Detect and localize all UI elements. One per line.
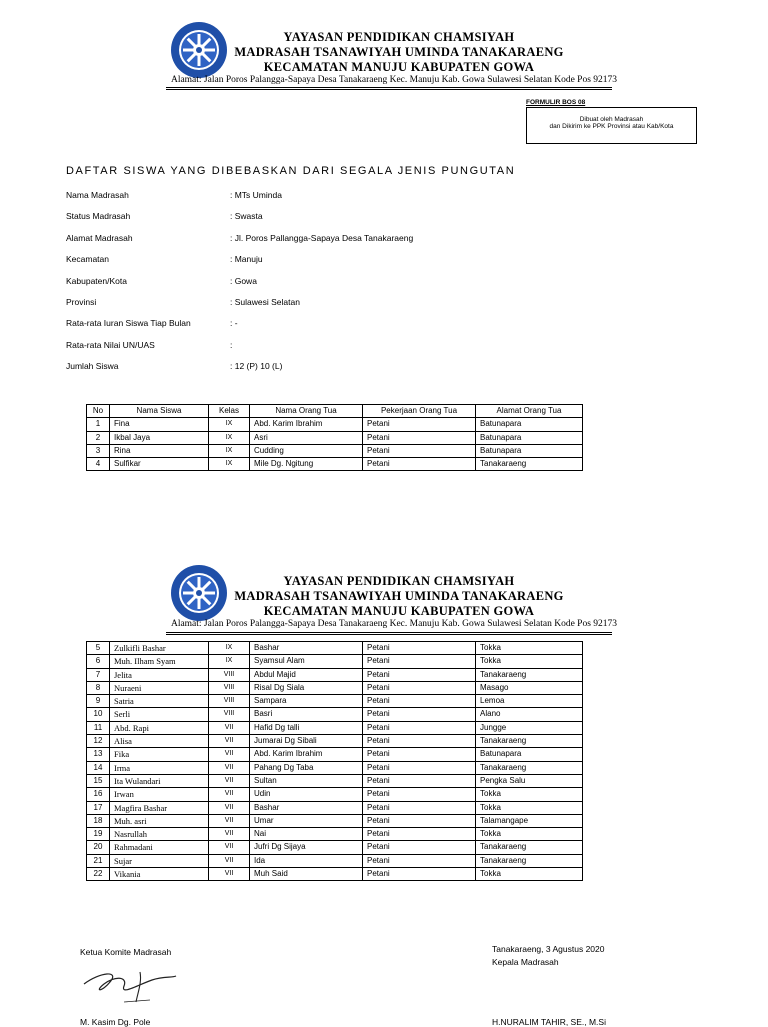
cell-no: 1 (87, 418, 110, 431)
cell-parent-name: Mile Dg. Ngitung (250, 458, 363, 471)
header-rule (166, 87, 612, 90)
cell-parent-address: Batunapara (476, 444, 583, 457)
cell-parent-job: Petani (363, 774, 476, 787)
cell-student-name: Fina (110, 418, 209, 431)
info-label: Status Madrasah (66, 211, 131, 221)
foundation-name: YAYASAN PENDIDIKAN CHAMSIYAH (283, 574, 515, 588)
cell-parent-address: Batunapara (476, 418, 583, 431)
cell-parent-name: Abd. Karim Ibrahim (250, 418, 363, 431)
cell-no: 10 (87, 708, 110, 721)
cell-student-name: Nasrullah (110, 828, 209, 841)
info-label: Kecamatan (66, 254, 109, 264)
cell-student-name: Zulkifli Bashar (110, 642, 209, 655)
cell-parent-name: Jumarai Dg Sibali (250, 735, 363, 748)
school-address: Alamat: Jalan Poros Palangga-Sapaya Desa Tanakaraeng Kec. Manuju Kab. Gowa Sulawesi Selatan Kode Pos 92173 (170, 75, 618, 85)
cell-parent-address: Tokka (476, 868, 583, 881)
table-row (87, 735, 583, 748)
school-name: MADRASAH TSANAWIYAH UMINDA TANAKARAENG (234, 589, 564, 603)
letterhead (0, 574, 768, 629)
cell-parent-address: Batunapara (476, 748, 583, 761)
info-label: Rata-rata Iuran Siswa Tiap Bulan (66, 318, 191, 328)
cell-class: VIII (209, 695, 250, 708)
cell-class: VII (209, 761, 250, 774)
cell-class: IX (209, 444, 250, 457)
cell-student-name: Jelita (110, 668, 209, 681)
cell-no: 2 (87, 431, 110, 444)
cell-student-name: Rahmadani (110, 841, 209, 854)
cell-parent-name: Ida (250, 854, 363, 867)
cell-student-name: Vikania (110, 868, 209, 881)
table-row (87, 695, 583, 708)
info-value: : (230, 340, 233, 350)
table-row (87, 681, 583, 694)
cell-parent-job: Petani (363, 748, 476, 761)
cell-class: VIII (209, 668, 250, 681)
school-address: Alamat: Jalan Poros Palangga-Sapaya Desa Tanakaraeng Kec. Manuju Kab. Gowa Sulawesi Selatan Kode Pos 92173 (170, 619, 618, 629)
cell-no: 8 (87, 681, 110, 694)
cell-parent-job: Petani (363, 681, 476, 694)
cell-parent-address: Tanakaraeng (476, 761, 583, 774)
cell-parent-name: Cudding (250, 444, 363, 457)
cell-parent-job: Petani (363, 828, 476, 841)
cell-parent-address: Alano (476, 708, 583, 721)
cell-no: 13 (87, 748, 110, 761)
cell-parent-name: Sultan (250, 774, 363, 787)
cell-student-name: Abd. Rapi (110, 721, 209, 734)
cell-no: 19 (87, 828, 110, 841)
cell-class: VII (209, 801, 250, 814)
info-value: : Swasta (230, 211, 263, 221)
info-label: Provinsi (66, 297, 97, 307)
cell-class: VII (209, 854, 250, 867)
col-parent-job: Pekerjaan Orang Tua (363, 405, 476, 418)
cell-class: VII (209, 721, 250, 734)
table-row (87, 708, 583, 721)
cell-no: 6 (87, 655, 110, 668)
cell-parent-address: Masago (476, 681, 583, 694)
cell-no: 17 (87, 801, 110, 814)
form-note-line1: Dibuat oleh Madrasah (579, 116, 644, 123)
handwritten-signature (80, 962, 180, 1012)
cell-parent-job: Petani (363, 655, 476, 668)
cell-student-name: Satria (110, 695, 209, 708)
info-value: : 12 (P) 10 (L) (230, 361, 283, 371)
cell-class: IX (209, 431, 250, 444)
principal-role: Kepala Madrasah (492, 957, 559, 967)
cell-parent-name: Asri (250, 431, 363, 444)
cell-parent-name: Udin (250, 788, 363, 801)
info-value: : Gowa (230, 276, 257, 286)
table-row (87, 721, 583, 734)
col-class: Kelas (209, 405, 250, 418)
cell-parent-address: Talamangape (476, 814, 583, 827)
cell-class: IX (209, 418, 250, 431)
cell-no: 5 (87, 642, 110, 655)
cell-parent-name: Risal Dg Siala (250, 681, 363, 694)
info-label: Rata-rata Nilai UN/UAS (66, 340, 155, 350)
cell-student-name: Muh. Ilham Syam (110, 655, 209, 668)
cell-parent-name: Bashar (250, 642, 363, 655)
cell-parent-address: Tanakaraeng (476, 458, 583, 471)
cell-parent-job: Petani (363, 868, 476, 881)
cell-no: 3 (87, 444, 110, 457)
col-parent-address: Alamat Orang Tua (476, 405, 583, 418)
cell-class: VII (209, 841, 250, 854)
table-row (87, 801, 583, 814)
table-row (87, 774, 583, 787)
cell-parent-job: Petani (363, 854, 476, 867)
cell-parent-address: Batunapara (476, 431, 583, 444)
table-body (87, 642, 583, 881)
cell-parent-job: Petani (363, 695, 476, 708)
committee-chair-role: Ketua Komite Madrasah (80, 947, 172, 957)
cell-parent-job: Petani (363, 431, 476, 444)
cell-class: VIII (209, 708, 250, 721)
cell-parent-name: Pahang Dg Taba (250, 761, 363, 774)
cell-parent-name: Muh Said (250, 868, 363, 881)
cell-parent-address: Tokka (476, 642, 583, 655)
cell-parent-address: Tanakaraeng (476, 735, 583, 748)
col-student-name: Nama Siswa (110, 405, 209, 418)
cell-class: IX (209, 655, 250, 668)
cell-student-name: Ikbal Jaya (110, 431, 209, 444)
table-body (87, 418, 583, 471)
cell-parent-name: Bashar (250, 801, 363, 814)
cell-class: IX (209, 642, 250, 655)
col-parent-name: Nama Orang Tua (250, 405, 363, 418)
cell-parent-name: Hafid Dg talli (250, 721, 363, 734)
cell-student-name: Irma (110, 761, 209, 774)
cell-parent-job: Petani (363, 458, 476, 471)
cell-no: 20 (87, 841, 110, 854)
cell-parent-name: Sampara (250, 695, 363, 708)
cell-parent-address: Tanakaraeng (476, 841, 583, 854)
cell-student-name: Muh. asri (110, 814, 209, 827)
cell-class: VII (209, 814, 250, 827)
info-label: Nama Madrasah (66, 190, 129, 200)
cell-parent-address: Tanakaraeng (476, 668, 583, 681)
cell-parent-address: Tokka (476, 788, 583, 801)
cell-parent-job: Petani (363, 761, 476, 774)
table-row (87, 868, 583, 881)
letterhead (0, 30, 768, 85)
cell-parent-name: Nai (250, 828, 363, 841)
cell-parent-address: Tokka (476, 828, 583, 841)
table-row (87, 814, 583, 827)
cell-class: VIII (209, 681, 250, 694)
school-name: MADRASAH TSANAWIYAH UMINDA TANAKARAENG (234, 45, 564, 59)
cell-parent-job: Petani (363, 735, 476, 748)
cell-parent-address: Tanakaraeng (476, 854, 583, 867)
cell-student-name: Ita Wulandari (110, 774, 209, 787)
cell-class: VII (209, 735, 250, 748)
form-code: FORMULIR BOS 08 (526, 99, 586, 106)
cell-class: VII (209, 788, 250, 801)
cell-parent-address: Jungge (476, 721, 583, 734)
cell-parent-job: Petani (363, 642, 476, 655)
cell-student-name: Rina (110, 444, 209, 457)
info-value: : Sulawesi Selatan (230, 297, 300, 307)
info-value: : MTs Uminda (230, 190, 282, 200)
table-row (87, 748, 583, 761)
table-row (87, 431, 583, 444)
info-label: Kabupaten/Kota (66, 276, 127, 286)
cell-student-name: Magfira Bashar (110, 801, 209, 814)
cell-parent-name: Syamsul Alam (250, 655, 363, 668)
cell-no: 11 (87, 721, 110, 734)
cell-student-name: Fika (110, 748, 209, 761)
cell-class: VII (209, 748, 250, 761)
cell-no: 22 (87, 868, 110, 881)
cell-parent-address: Pengka Salu (476, 774, 583, 787)
cell-parent-name: Jufri Dg Sijaya (250, 841, 363, 854)
cell-parent-job: Petani (363, 841, 476, 854)
info-label: Jumlah Siswa (66, 361, 119, 371)
cell-parent-name: Abdul Majid (250, 668, 363, 681)
cell-no: 12 (87, 735, 110, 748)
cell-student-name: Sujar (110, 854, 209, 867)
cell-class: IX (209, 458, 250, 471)
table-row (87, 642, 583, 655)
cell-no: 4 (87, 458, 110, 471)
col-no: No (87, 405, 110, 418)
cell-class: VII (209, 868, 250, 881)
cell-student-name: Serli (110, 708, 209, 721)
student-table-1 (86, 404, 583, 471)
cell-parent-job: Petani (363, 708, 476, 721)
form-note-line2: dan Dikirim ke PPK Provinsi atau Kab/Kota (549, 123, 674, 130)
principal-name: H.NURALIM TAHIR, SE., M.Si (492, 1017, 606, 1027)
cell-parent-name: Basri (250, 708, 363, 721)
table-row (87, 655, 583, 668)
cell-no: 7 (87, 668, 110, 681)
place-date: Tanakaraeng, 3 Agustus 2020 (492, 944, 605, 954)
cell-student-name: Nuraeni (110, 681, 209, 694)
cell-no: 18 (87, 814, 110, 827)
committee-chair-name: M. Kasim Dg. Pole (80, 1017, 151, 1027)
form-note-box (526, 107, 697, 144)
cell-parent-name: Abd. Karim Ibrahim (250, 748, 363, 761)
table-row (87, 828, 583, 841)
cell-parent-job: Petani (363, 444, 476, 457)
cell-student-name: Alisa (110, 735, 209, 748)
cell-parent-name: Umar (250, 814, 363, 827)
table-row (87, 444, 583, 457)
cell-no: 14 (87, 761, 110, 774)
table-row (87, 458, 583, 471)
district-name: KECAMATAN MANUJU KABUPATEN GOWA (263, 604, 535, 618)
table-header-row (87, 405, 583, 418)
cell-student-name: Sulfikar (110, 458, 209, 471)
table-row (87, 418, 583, 431)
student-table-2 (86, 641, 583, 881)
cell-parent-job: Petani (363, 668, 476, 681)
info-value: : Jl. Poros Pallangga-Sapaya Desa Tanakaraeng (230, 233, 414, 243)
cell-parent-address: Tokka (476, 655, 583, 668)
table-row (87, 854, 583, 867)
cell-student-name: Irwan (110, 788, 209, 801)
cell-parent-job: Petani (363, 418, 476, 431)
cell-no: 16 (87, 788, 110, 801)
document-title: DAFTAR SISWA YANG DIBEBASKAN DARI SEGALA JENIS PUNGUTAN (66, 165, 516, 177)
table-row (87, 668, 583, 681)
info-value: : Manuju (230, 254, 263, 264)
info-label: Alamat Madrasah (66, 233, 133, 243)
table-row (87, 841, 583, 854)
table-row (87, 788, 583, 801)
cell-parent-job: Petani (363, 788, 476, 801)
cell-parent-address: Lemoa (476, 695, 583, 708)
cell-no: 21 (87, 854, 110, 867)
cell-parent-job: Petani (363, 801, 476, 814)
foundation-name: YAYASAN PENDIDIKAN CHAMSIYAH (283, 30, 515, 44)
district-name: KECAMATAN MANUJU KABUPATEN GOWA (263, 60, 535, 74)
cell-no: 15 (87, 774, 110, 787)
cell-class: VII (209, 828, 250, 841)
cell-parent-address: Tokka (476, 801, 583, 814)
cell-parent-job: Petani (363, 814, 476, 827)
info-value: : - (230, 318, 238, 328)
cell-parent-job: Petani (363, 721, 476, 734)
cell-class: VII (209, 774, 250, 787)
table-row (87, 761, 583, 774)
header-rule (166, 632, 612, 635)
cell-no: 9 (87, 695, 110, 708)
